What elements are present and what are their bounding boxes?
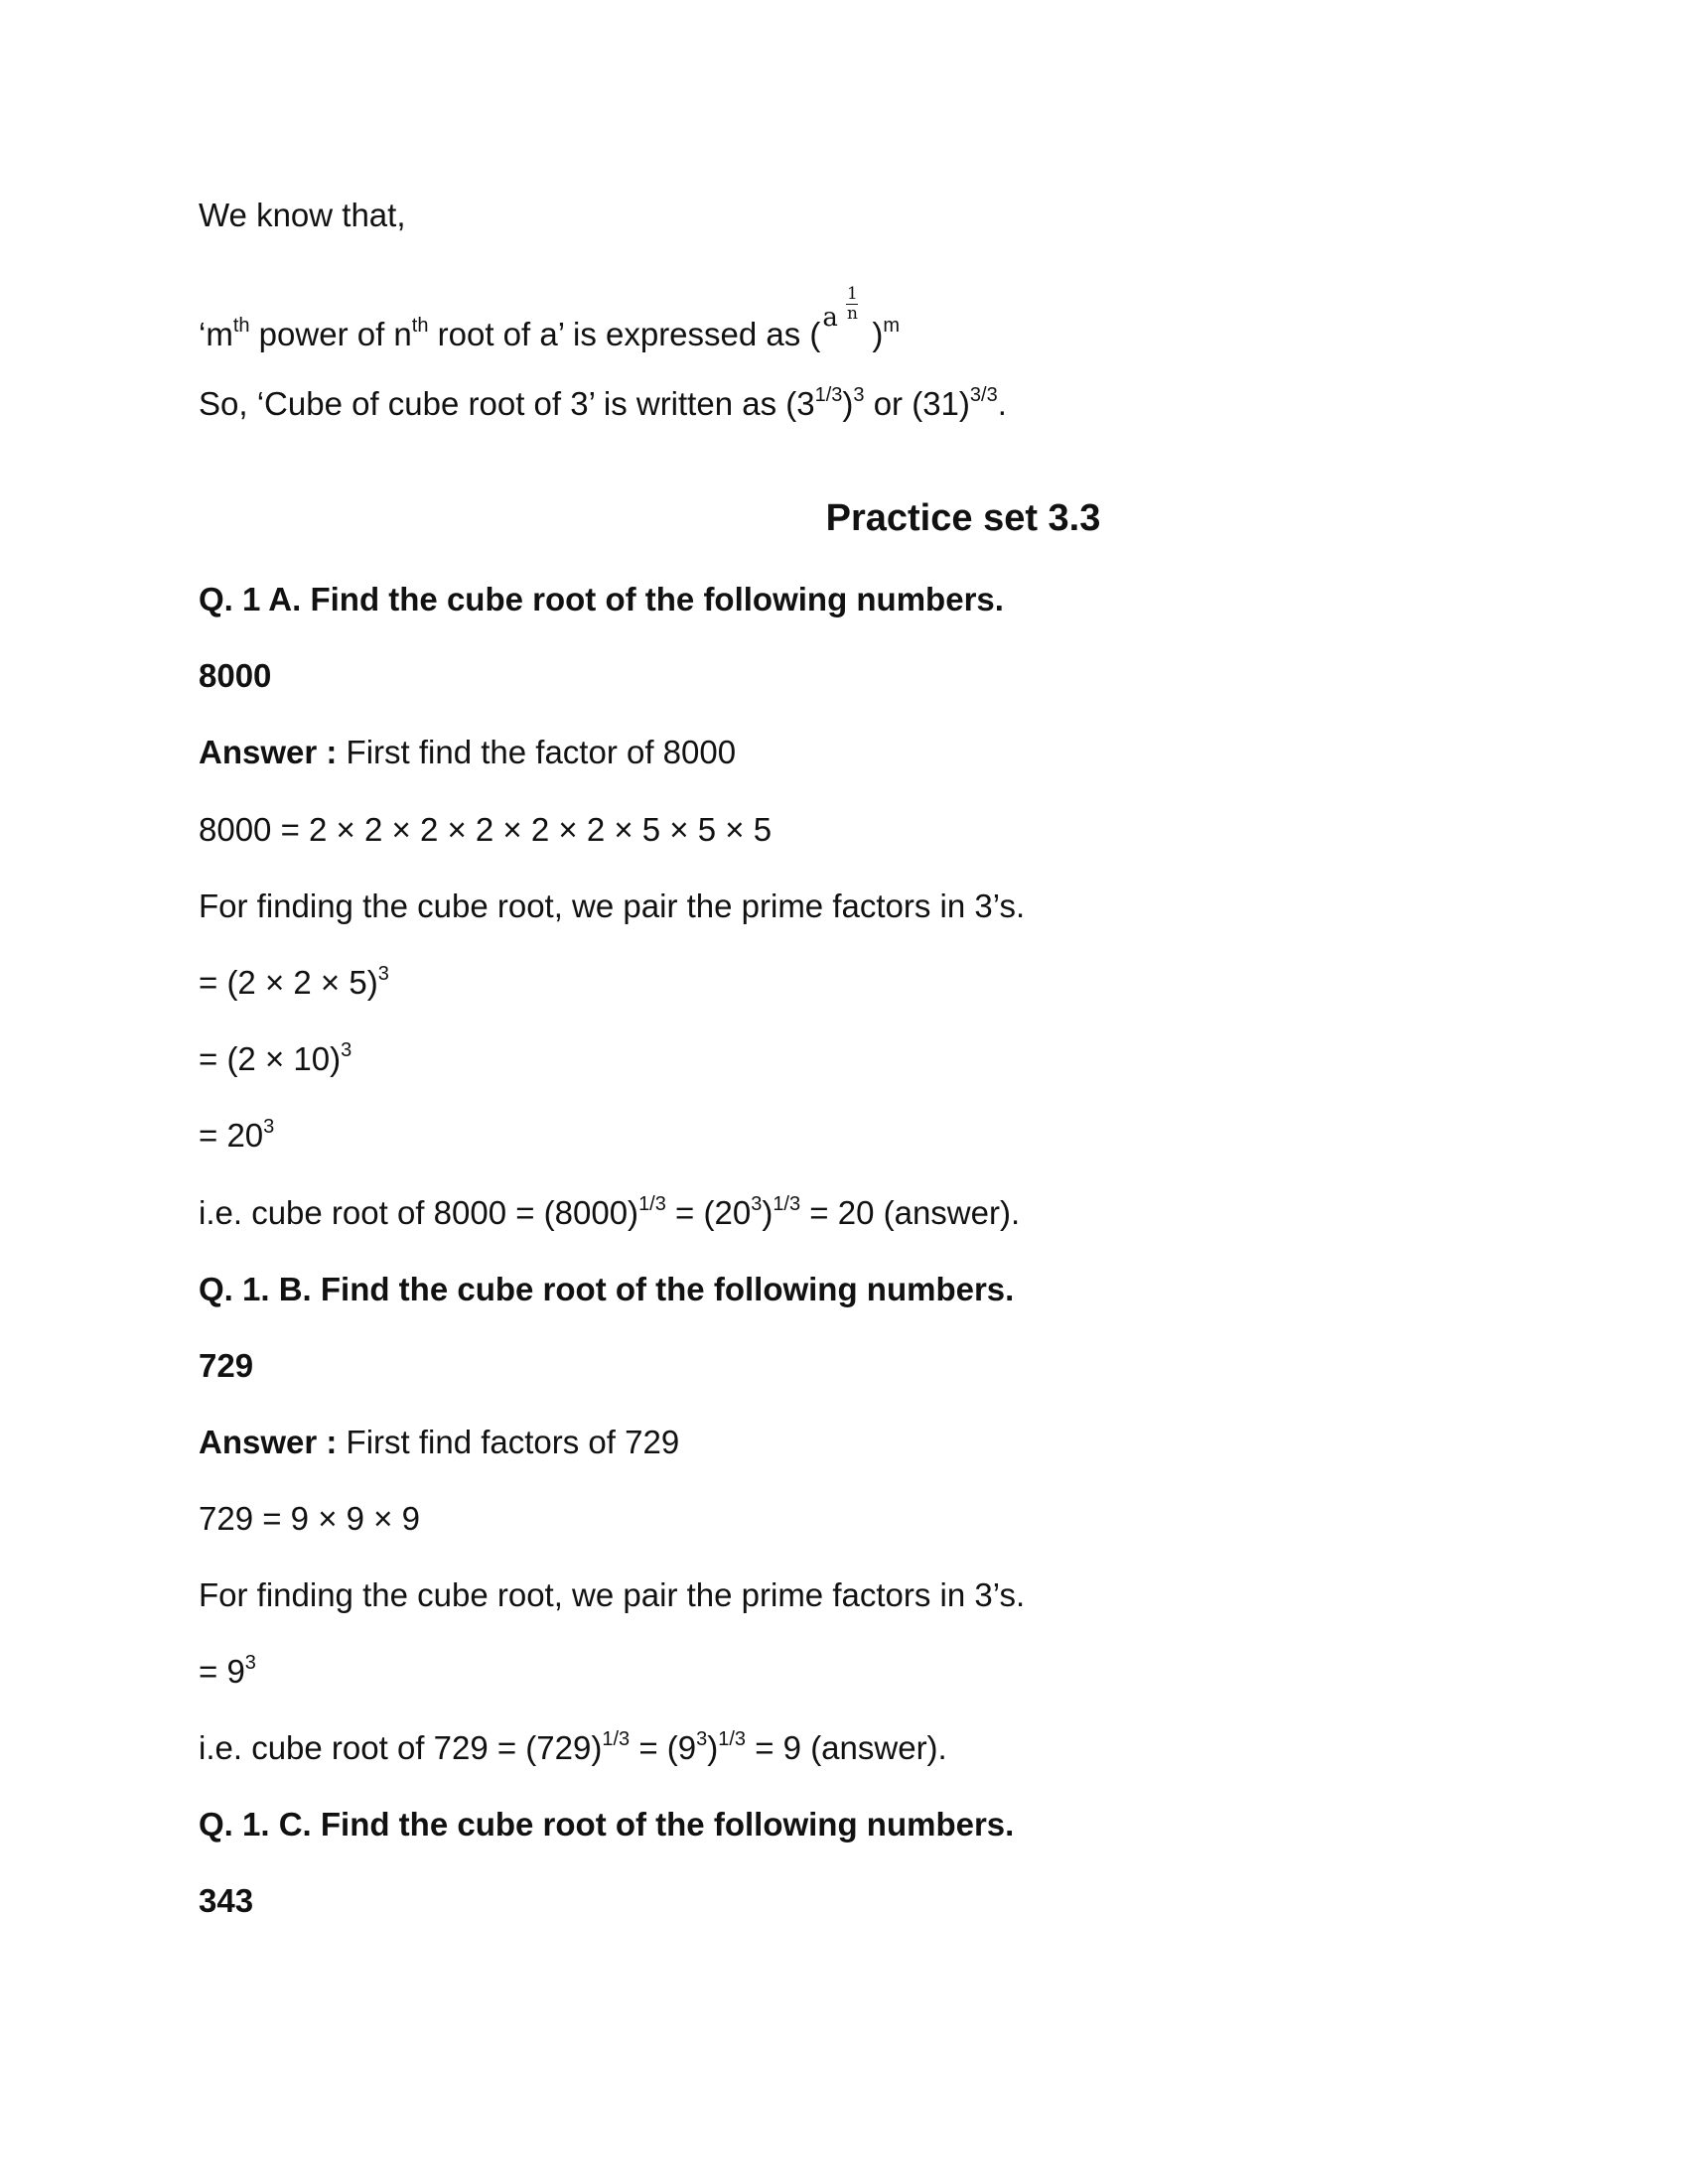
q1b-result-p3: )	[707, 1729, 719, 1766]
q1a-step2	[199, 1039, 352, 1079]
q1c-question: Q. 1. C. Find the cube root of the following numbers.	[199, 1806, 1015, 1843]
q1b-result-sup1: 1/3	[602, 1728, 631, 1750]
intro-mth-power-line	[199, 284, 901, 354]
q1a-result-p2: = (20	[665, 1194, 752, 1231]
intro-we-know	[199, 196, 406, 235]
q1a-step3-sup: 3	[263, 1116, 275, 1138]
q1a-step1	[199, 963, 389, 1003]
q1b-result-p4: = 9 (answer).	[746, 1729, 947, 1766]
mth-part2: power of n	[249, 316, 412, 352]
intro-we-know-text: We know that,	[199, 197, 406, 233]
mth-sup-th1: th	[232, 315, 250, 337]
q1b-pair-line: For finding the cube root, we pair the prime factors in 3’s.	[199, 1576, 1026, 1613]
so-part2: )	[842, 385, 854, 422]
so-sup2: 3	[853, 384, 865, 406]
q1b-number: 729	[199, 1347, 254, 1384]
q1b-answer-label: Answer :	[199, 1424, 338, 1460]
mth-part4: )	[872, 316, 884, 352]
q1a-result-p1: i.e. cube root of 8000 = (8000)	[199, 1194, 639, 1231]
frac-exponent	[846, 286, 858, 323]
intro-so-line	[199, 384, 1007, 424]
q1a-factor-line: 8000 = 2 × 2 × 2 × 2 × 2 × 2 × 5 × 5 × 5	[199, 811, 773, 848]
q1b-result-line	[199, 1728, 947, 1768]
so-part4: .	[997, 385, 1007, 422]
q1b-result-p2: = (9	[630, 1729, 697, 1766]
so-part3: or (31)	[864, 385, 970, 422]
q1b-answer-line	[199, 1423, 679, 1462]
q1a-question: Q. 1 A. Find the cube root of the following numbers.	[199, 581, 1004, 617]
q1a-answer-line	[199, 733, 736, 772]
mth-sup-th2: th	[411, 315, 429, 337]
q1a-step1-text: = (2 × 2 × 5)	[199, 964, 378, 1001]
q1b-result-sup3: 1/3	[718, 1728, 747, 1750]
q1a-result-p4: = 20 (answer).	[800, 1194, 1021, 1231]
q1a-step1-sup: 3	[377, 963, 389, 985]
q1a-answer-text: First find the factor of 8000	[337, 734, 737, 770]
q1b-step1-text: = 9	[199, 1653, 245, 1690]
q1c-number: 343	[199, 1882, 254, 1919]
q1b-question: Q. 1. B. Find the cube root of the following numbers.	[199, 1271, 1015, 1307]
q1b-step1-sup: 3	[244, 1652, 256, 1674]
q1a-answer-label: Answer :	[199, 734, 338, 770]
mth-part1: ‘m	[199, 316, 233, 352]
q1a-step3-text: = 20	[199, 1117, 264, 1154]
q1b-answer-text: First find factors of 729	[337, 1424, 680, 1460]
q1a-pair-line: For finding the cube root, we pair the prime factors in 3’s.	[199, 887, 1026, 924]
so-sup1: 1/3	[814, 384, 843, 406]
q1b-factor-line: 729 = 9 × 9 × 9	[199, 1500, 420, 1537]
frac-denominator: n	[846, 304, 858, 324]
q1a-number: 8000	[199, 657, 272, 694]
mth-sup-m: m	[883, 315, 901, 337]
so-sup3: 3/3	[969, 384, 998, 406]
q1a-result-sup2: 3	[751, 1193, 763, 1215]
q1a-step2-sup: 3	[341, 1039, 352, 1061]
q1a-step2-text: = (2 × 10)	[199, 1040, 342, 1077]
q1a-result-p3: )	[762, 1194, 774, 1231]
a-to-one-over-n-expression	[820, 284, 872, 345]
frac-base: a	[822, 303, 838, 333]
q1b-result-p1: i.e. cube root of 729 = (729)	[199, 1729, 603, 1766]
mth-part3: root of a’ is expressed as (	[428, 316, 821, 352]
q1b-step1	[199, 1652, 256, 1692]
so-part1: So, ‘Cube of cube root of 3’ is written as (3	[199, 385, 815, 422]
q1a-result-sup1: 1/3	[638, 1193, 666, 1215]
practice-set-heading: Practice set 3.3	[825, 497, 1101, 539]
q1a-step3	[199, 1116, 274, 1156]
q1b-result-sup2: 3	[696, 1728, 708, 1750]
frac-numerator: 1	[847, 284, 858, 304]
q1a-result-sup3: 1/3	[773, 1193, 801, 1215]
q1a-result-line	[199, 1193, 1020, 1233]
